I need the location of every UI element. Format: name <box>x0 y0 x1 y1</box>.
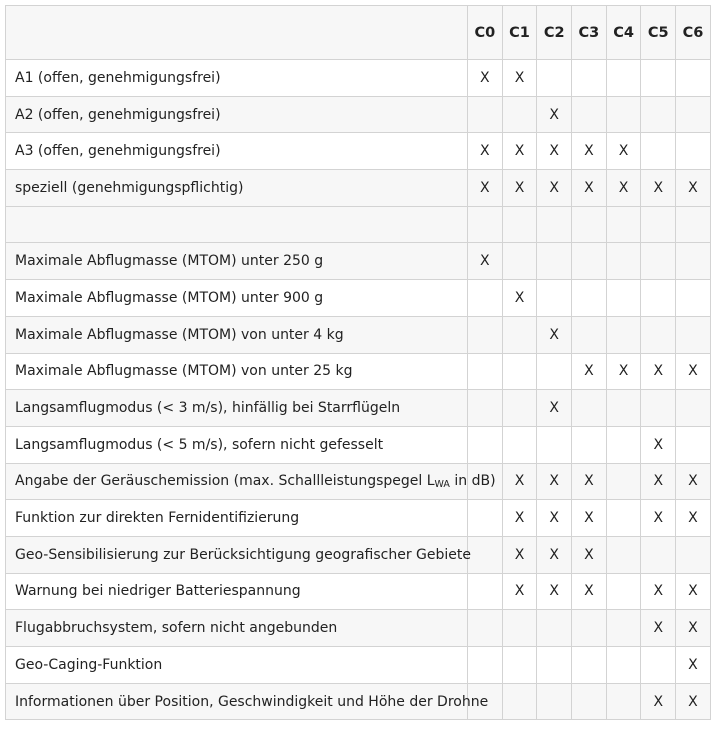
table-row <box>6 500 711 537</box>
mark-cell-c5: X <box>641 463 676 500</box>
mark-cell-c4 <box>606 463 641 500</box>
header-class-c0: C0 <box>468 6 503 60</box>
mark-cell-c3 <box>572 647 607 684</box>
mark-cell-c2: X <box>537 316 572 353</box>
mark-cell-c0: X <box>468 133 503 170</box>
header-class-c3: C3 <box>572 6 607 60</box>
row-label-text: Maximale Abflugmasse (MTOM) von unter 4 kg <box>15 326 344 343</box>
drone-class-table <box>5 5 711 720</box>
mark-cell-c2 <box>537 426 572 463</box>
mark-cell-c1 <box>502 390 537 427</box>
mark-cell-c4 <box>606 316 641 353</box>
mark-cell-c4 <box>606 500 641 537</box>
mark-cell-c0 <box>468 316 503 353</box>
mark-cell-c5 <box>641 60 676 97</box>
mark-cell-c0 <box>468 96 503 133</box>
mark-cell-c4: X <box>606 170 641 207</box>
mark-cell-c5 <box>641 96 676 133</box>
mark-cell-c3: X <box>572 463 607 500</box>
row-label-text: Warnung bei niedriger Batteriespannung <box>15 583 301 600</box>
mark-cell-c2 <box>537 280 572 317</box>
mark-cell-c0 <box>468 573 503 610</box>
row-label <box>6 536 472 573</box>
row-label <box>6 573 468 610</box>
row-label-text: Maximale Abflugmasse (MTOM) unter 250 g <box>15 253 324 270</box>
mark-cell-c3 <box>572 96 607 133</box>
mark-cell-c0 <box>468 610 503 647</box>
row-label-text: A3 (offen, genehmigungsfrei) <box>15 143 221 160</box>
table-row <box>6 243 711 280</box>
mark-cell-c0 <box>468 353 503 390</box>
row-label <box>6 96 468 133</box>
header-class-c1: C1 <box>502 6 537 60</box>
mark-cell-c1: X <box>502 463 537 500</box>
table-row <box>6 390 711 427</box>
row-label <box>6 390 468 427</box>
mark-cell-c1: X <box>502 280 537 317</box>
mark-cell-c0 <box>468 426 503 463</box>
mark-cell-c3 <box>572 316 607 353</box>
mark-cell-c3 <box>572 206 607 243</box>
mark-cell-c0 <box>468 390 503 427</box>
mark-cell-c6: X <box>676 170 711 207</box>
mark-cell-c6 <box>676 390 711 427</box>
mark-cell-c5 <box>641 647 676 684</box>
mark-cell-c6 <box>676 96 711 133</box>
mark-cell-c2: X <box>537 133 572 170</box>
mark-cell-c3 <box>572 243 607 280</box>
mark-cell-c6 <box>676 133 711 170</box>
mark-cell-c4: X <box>606 353 641 390</box>
row-label-text: Maximale Abflugmasse (MTOM) von unter 25 kg <box>15 363 353 380</box>
mark-cell-c2: X <box>537 573 572 610</box>
row-label-text: Langsamflugmodus (< 5 m/s), sofern nicht gefesselt <box>15 436 384 453</box>
row-label <box>6 60 468 97</box>
mark-cell-c3 <box>572 426 607 463</box>
row-label-text: Informationen über Position, Geschwindigkeit und Höhe der Drohne <box>15 693 489 710</box>
row-label <box>6 683 489 720</box>
mark-cell-c4 <box>606 96 641 133</box>
mark-cell-c5 <box>641 243 676 280</box>
header-class-c2: C2 <box>537 6 572 60</box>
mark-cell-c1: X <box>502 133 537 170</box>
mark-cell-c4 <box>606 206 641 243</box>
row-label-suffix: in dB) <box>449 473 496 490</box>
mark-cell-c3 <box>572 60 607 97</box>
mark-cell-c1 <box>502 610 537 647</box>
row-label <box>6 353 468 390</box>
mark-cell-c1: X <box>502 536 537 573</box>
table-row <box>6 426 711 463</box>
mark-cell-c5 <box>641 133 676 170</box>
mark-cell-c6: X <box>676 647 711 684</box>
mark-cell-c4 <box>606 390 641 427</box>
mark-cell-c0 <box>468 647 503 684</box>
mark-cell-c4 <box>606 243 641 280</box>
table-row <box>6 536 711 573</box>
mark-cell-c1: X <box>502 60 537 97</box>
mark-cell-c5: X <box>641 683 676 720</box>
row-label <box>6 610 468 647</box>
mark-cell-c2: X <box>537 96 572 133</box>
row-label <box>6 170 468 207</box>
header-class-c4: C4 <box>606 6 641 60</box>
mark-cell-c2 <box>537 206 572 243</box>
mark-cell-c5: X <box>641 426 676 463</box>
mark-cell-c4 <box>606 60 641 97</box>
mark-cell-c4 <box>606 610 641 647</box>
table-row <box>6 647 711 684</box>
table-row <box>6 610 711 647</box>
header-class-c6: C6 <box>676 6 711 60</box>
mark-cell-c3 <box>572 683 607 720</box>
mark-cell-c5: X <box>641 573 676 610</box>
table-row <box>6 133 711 170</box>
row-label-text: Maximale Abflugmasse (MTOM) unter 900 g <box>15 289 324 306</box>
row-label <box>6 500 468 537</box>
mark-cell-c5: X <box>641 170 676 207</box>
mark-cell-c4 <box>606 280 641 317</box>
mark-cell-c2: X <box>537 170 572 207</box>
mark-cell-c4: X <box>606 133 641 170</box>
header-class-c5: C5 <box>641 6 676 60</box>
mark-cell-c2 <box>537 683 572 720</box>
row-label <box>6 426 468 463</box>
row-label <box>6 647 468 684</box>
table-row <box>6 280 711 317</box>
row-label <box>6 243 468 280</box>
table-body <box>6 60 711 720</box>
mark-cell-c5: X <box>641 353 676 390</box>
mark-cell-c0 <box>468 500 503 537</box>
mark-cell-c2 <box>537 60 572 97</box>
row-label-text: Geo-Sensibilisierung zur Berücksichtigung geografischer Gebiete <box>15 546 472 563</box>
table-row <box>6 316 711 353</box>
mark-cell-c0 <box>468 280 503 317</box>
mark-cell-c2: X <box>537 536 572 573</box>
mark-cell-c5: X <box>641 610 676 647</box>
mark-cell-c6 <box>676 426 711 463</box>
mark-cell-c3: X <box>572 170 607 207</box>
table-row <box>6 463 711 500</box>
mark-cell-c2: X <box>537 390 572 427</box>
table-row <box>6 60 711 97</box>
mark-cell-c3: X <box>572 353 607 390</box>
row-label <box>6 206 468 243</box>
mark-cell-c0: X <box>468 170 503 207</box>
row-label-subscript: WA <box>434 479 450 491</box>
mark-cell-c6 <box>676 536 711 573</box>
mark-cell-c6 <box>676 206 711 243</box>
mark-cell-c4 <box>606 536 641 573</box>
table-row <box>6 683 711 720</box>
row-label-text: A1 (offen, genehmigungsfrei) <box>15 69 221 86</box>
mark-cell-c6: X <box>676 683 711 720</box>
mark-cell-c5 <box>641 280 676 317</box>
mark-cell-c4 <box>606 573 641 610</box>
mark-cell-c0: X <box>468 243 503 280</box>
mark-cell-c1 <box>502 683 537 720</box>
table-row <box>6 573 711 610</box>
mark-cell-c1 <box>502 426 537 463</box>
row-label <box>6 133 468 170</box>
mark-cell-c4 <box>606 426 641 463</box>
mark-cell-c2 <box>537 647 572 684</box>
mark-cell-c5 <box>641 316 676 353</box>
separator-row <box>6 206 711 243</box>
row-label-text: Geo-Caging-Funktion <box>15 656 163 673</box>
mark-cell-c6: X <box>676 573 711 610</box>
header-row <box>6 6 711 60</box>
mark-cell-c6: X <box>676 353 711 390</box>
mark-cell-c6 <box>676 243 711 280</box>
mark-cell-c3 <box>572 390 607 427</box>
mark-cell-c1: X <box>502 170 537 207</box>
mark-cell-c6 <box>676 280 711 317</box>
mark-cell-c3 <box>572 280 607 317</box>
table-row <box>6 353 711 390</box>
mark-cell-c1 <box>502 316 537 353</box>
table-row <box>6 170 711 207</box>
row-label <box>6 316 468 353</box>
mark-cell-c5 <box>641 536 676 573</box>
mark-cell-c1 <box>502 353 537 390</box>
mark-cell-c1: X <box>502 500 537 537</box>
row-label <box>6 280 468 317</box>
mark-cell-c3 <box>572 610 607 647</box>
mark-cell-c5: X <box>641 500 676 537</box>
mark-cell-c4 <box>606 647 641 684</box>
mark-cell-c5 <box>641 206 676 243</box>
mark-cell-c1 <box>502 206 537 243</box>
table-row <box>6 96 711 133</box>
mark-cell-c6 <box>676 316 711 353</box>
mark-cell-c1 <box>502 647 537 684</box>
mark-cell-c2 <box>537 353 572 390</box>
mark-cell-c3: X <box>572 573 607 610</box>
row-label-text: Flugabbruchsystem, sofern nicht angebunden <box>15 620 338 637</box>
row-label-text: speziell (genehmigungspflichtig) <box>15 179 244 196</box>
mark-cell-c3: X <box>572 500 607 537</box>
row-label-text: Angabe der Geräuschemission (max. Schallleistungspegel L <box>15 473 435 490</box>
mark-cell-c6 <box>676 60 711 97</box>
mark-cell-c0 <box>468 536 503 573</box>
mark-cell-c6: X <box>676 463 711 500</box>
mark-cell-c3: X <box>572 536 607 573</box>
mark-cell-c0: X <box>468 60 503 97</box>
mark-cell-c6: X <box>676 500 711 537</box>
header-label-cell <box>6 6 468 60</box>
mark-cell-c4 <box>606 683 641 720</box>
row-label-text: A2 (offen, genehmigungsfrei) <box>15 106 221 123</box>
mark-cell-c1 <box>502 243 537 280</box>
mark-cell-c2 <box>537 243 572 280</box>
mark-cell-c5 <box>641 390 676 427</box>
mark-cell-c2 <box>537 610 572 647</box>
mark-cell-c2: X <box>537 463 572 500</box>
row-label <box>6 463 496 500</box>
mark-cell-c2: X <box>537 500 572 537</box>
mark-cell-c1 <box>502 96 537 133</box>
mark-cell-c0 <box>468 206 503 243</box>
mark-cell-c1: X <box>502 573 537 610</box>
row-label-text: Funktion zur direkten Fernidentifizierung <box>15 510 300 527</box>
mark-cell-c6: X <box>676 610 711 647</box>
row-label-text: Langsamflugmodus (< 3 m/s), hinfällig bei Starrflügeln <box>15 400 401 417</box>
mark-cell-c3: X <box>572 133 607 170</box>
